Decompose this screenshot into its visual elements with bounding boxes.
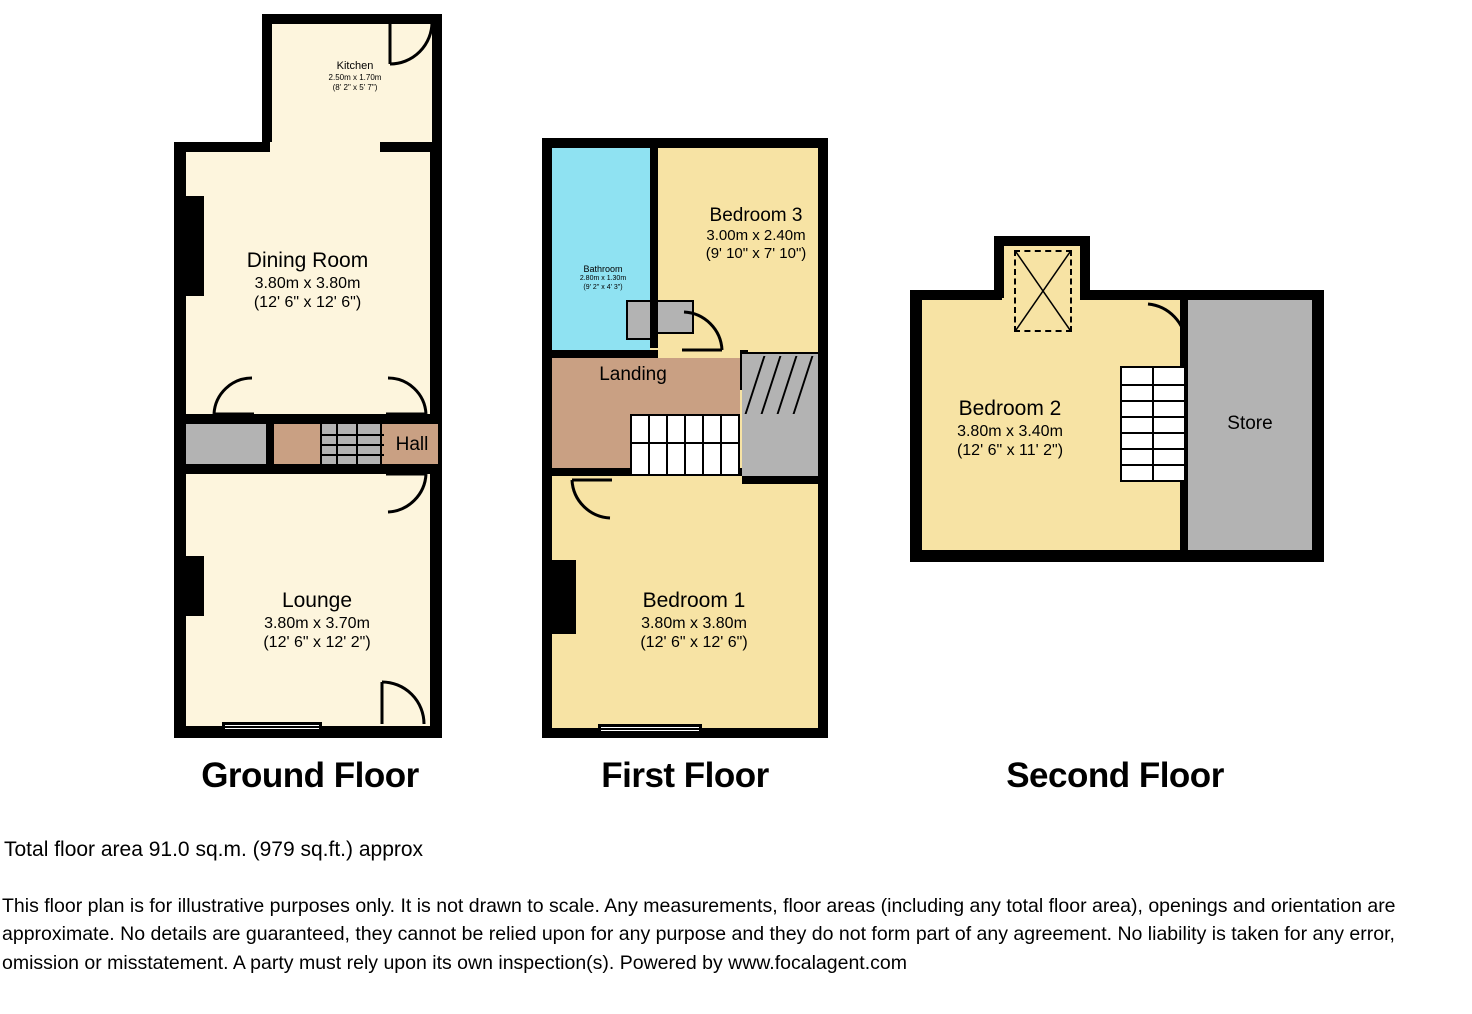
bedroom1-label: Bedroom 1 3.80m x 3.80m (12' 6" x 12' 6") xyxy=(640,589,748,652)
disclaimer-text: This floor plan is for illustrative purposes only. It is not drawn to scale. Any measurements, floor areas (including any total floor area), openings and orientation are approximate. No details are guaranteed, they cannot be relied upon for any purpose and they do not form part of any agreement. No liability is taken for any error, omission or misstatement. A party must rely upon its own inspection(s). Powered by www.focalagent.com xyxy=(2,895,1396,974)
first-stair-void xyxy=(742,416,818,476)
second-stairs xyxy=(1120,366,1186,482)
first-lower-stair-mid xyxy=(630,442,740,444)
kitchen-wall-left xyxy=(262,14,272,144)
bedroom3-door xyxy=(680,310,724,352)
first-floor-plan xyxy=(520,0,860,795)
second-dormer-wall-top xyxy=(994,236,1090,246)
kitchen-label: Kitchen 2.50m x 1.70m (8' 2" x 5' 7") xyxy=(328,60,382,93)
hall-front-door-upper xyxy=(384,376,428,416)
second-floor-title: Second Floor xyxy=(1006,756,1224,795)
first-upper-stair-edge xyxy=(742,352,818,354)
first-lower-stair-step-2 xyxy=(666,416,668,474)
second-wall-top-left xyxy=(910,290,1002,300)
dining-room-label: Dining Room 3.80m x 3.80m (12' 6" x 12' 6") xyxy=(246,249,369,312)
hall-label: Hall xyxy=(395,434,429,455)
front-entrance-door xyxy=(378,680,426,726)
bedroom1-door xyxy=(568,478,614,520)
second-wall-bottom xyxy=(910,550,1324,562)
first-stair-void-wall xyxy=(742,476,818,484)
first-lower-stair-step-1 xyxy=(648,416,650,474)
bedroom3-wall-left xyxy=(650,148,658,348)
second-wall-right xyxy=(1312,290,1324,562)
hall-cupboard xyxy=(186,424,266,464)
second-wall-top-right xyxy=(1080,290,1324,300)
bedroom1-chimney-breast xyxy=(552,560,576,634)
first-lower-stair-step-3 xyxy=(684,416,686,474)
second-floor-plan xyxy=(880,0,1350,795)
store-door xyxy=(1146,300,1190,346)
first-floor-title: First Floor xyxy=(601,756,769,795)
first-lower-stair-step-4 xyxy=(702,416,704,474)
ground-wall-top-right xyxy=(380,142,442,152)
second-dormer-wall-right xyxy=(1080,236,1090,298)
landing-label: Landing xyxy=(599,364,667,385)
ground-floor-plan xyxy=(0,0,500,795)
lounge-bay-recess xyxy=(182,556,204,616)
lounge-door xyxy=(384,472,428,514)
bedroom3-label: Bedroom 3 3.00m x 2.40m (9' 10" x 7' 10") xyxy=(705,205,807,263)
first-lower-stair-step-5 xyxy=(720,416,722,474)
first-wall-left xyxy=(542,138,552,738)
kitchen-window-top xyxy=(288,16,378,24)
hall-divider-1 xyxy=(266,414,274,474)
ground-wall-top-left xyxy=(174,142,270,152)
lounge-label: Lounge 3.80m x 3.70m (12' 6" x 12' 2") xyxy=(263,589,371,652)
lounge-window-bottom xyxy=(222,722,322,732)
ground-floor-title: Ground Floor xyxy=(201,756,419,795)
bathroom-label: Bathroom 2.80m x 1.30m (9' 2" x 4' 3") xyxy=(579,264,627,291)
bedroom3-window-top xyxy=(686,140,780,148)
velux-rooflight xyxy=(1014,250,1072,332)
bedroom1-window-bottom xyxy=(598,724,702,734)
dining-door xyxy=(212,376,256,416)
bedroom2-label: Bedroom 2 3.80m x 3.40m (12' 6" x 11' 2") xyxy=(956,397,1064,460)
total-floor-area: Total floor area 91.0 sq.m. (979 sq.ft.) approx xyxy=(4,838,424,861)
first-wall-top xyxy=(542,138,828,148)
dining-bay-recess xyxy=(182,196,204,296)
store-label: Store xyxy=(1227,413,1273,434)
